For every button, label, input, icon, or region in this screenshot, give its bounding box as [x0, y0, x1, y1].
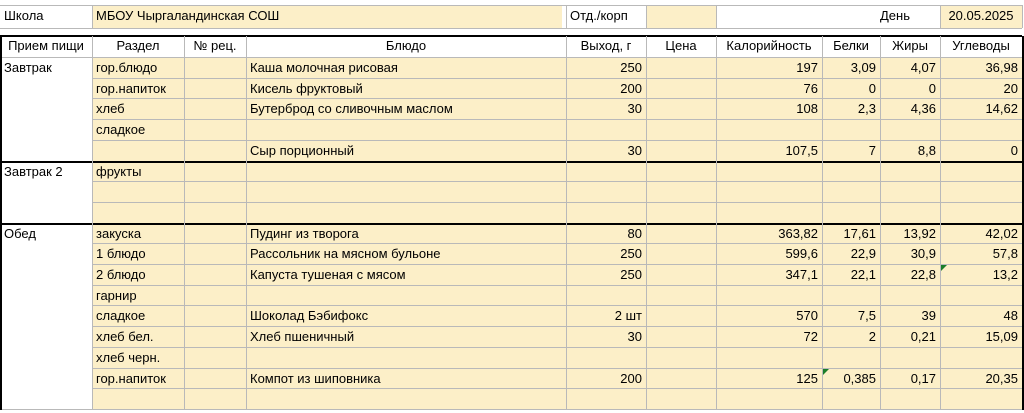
cell-note-marker-icon — [823, 369, 829, 375]
cell-kcal[interactable]: 107,5 — [716, 141, 822, 162]
cell-section[interactable] — [92, 389, 184, 410]
cell-price[interactable] — [646, 389, 716, 410]
cell-kcal[interactable] — [716, 389, 822, 410]
cell-kcal[interactable] — [716, 162, 822, 183]
cell-yield[interactable]: 30 — [566, 141, 646, 162]
cell-price[interactable] — [646, 203, 716, 224]
cell-meal — [0, 286, 92, 307]
cell-rec[interactable] — [184, 265, 246, 286]
col-price-header: Цена — [665, 38, 697, 53]
cell-rec[interactable] — [184, 286, 246, 307]
cell-fat[interactable] — [880, 162, 940, 183]
cell-fat[interactable]: 13,92 — [880, 224, 940, 245]
cell-meal: Завтрак 2 — [4, 163, 63, 179]
cell-kcal[interactable]: 197 — [716, 58, 822, 79]
cell-yield[interactable]: 30 — [566, 327, 646, 348]
cell-fat[interactable] — [880, 120, 940, 141]
cell-rec[interactable] — [184, 58, 246, 79]
cell-yield[interactable] — [566, 286, 646, 307]
cell-prot[interactable]: 22,9 — [822, 244, 880, 265]
cell-dish[interactable] — [246, 120, 566, 141]
cell-yield[interactable]: 80 — [566, 224, 646, 245]
col-divider — [880, 36, 881, 410]
day-value[interactable]: 20.05.2025 — [940, 6, 1022, 28]
cell-meal — [0, 79, 92, 100]
col-recipe-header: № рец. — [193, 38, 237, 53]
cell-kcal[interactable]: 347,1 — [716, 265, 822, 286]
cell-rec[interactable] — [184, 162, 246, 183]
cell-yield[interactable] — [566, 389, 646, 410]
col-meal-header: Прием пищи — [8, 38, 84, 53]
cell-prot[interactable] — [822, 203, 880, 224]
cell-meal — [0, 265, 92, 286]
cell-section[interactable] — [92, 141, 184, 162]
cell-section[interactable]: гор.блюдо — [92, 58, 184, 79]
row-divider — [92, 119, 1022, 120]
cell-prot[interactable]: 3,09 — [822, 58, 880, 79]
cell-prot[interactable]: 0 — [822, 79, 880, 100]
meta-top-border — [0, 5, 1022, 6]
cell-yield[interactable] — [566, 182, 646, 203]
cell-price[interactable] — [646, 244, 716, 265]
cell-carb[interactable]: 0 — [940, 141, 1022, 162]
cell-section[interactable] — [92, 182, 184, 203]
header-bottom-border — [0, 57, 1022, 58]
cell-yield[interactable]: 250 — [566, 58, 646, 79]
cell-price[interactable] — [646, 348, 716, 369]
cell-dish[interactable] — [246, 182, 566, 203]
cell-meal — [0, 99, 92, 120]
col-kcal-header: Калорийность — [726, 38, 812, 53]
cell-price[interactable] — [646, 224, 716, 245]
row-divider — [92, 78, 1022, 79]
cell-section[interactable]: гор.напиток — [92, 369, 184, 390]
cell-kcal[interactable]: 363,82 — [716, 224, 822, 245]
col-protein-header: Белки — [833, 38, 869, 53]
row-divider — [92, 264, 1022, 265]
cell-fat[interactable]: 4,36 — [880, 99, 940, 120]
col-carbs-header: Углеводы — [952, 38, 1010, 53]
cell-price[interactable] — [646, 120, 716, 141]
cell-carb[interactable]: 14,62 — [940, 99, 1022, 120]
col-divider — [566, 36, 567, 410]
cell-dish[interactable] — [246, 348, 566, 369]
cell-carb[interactable]: 20 — [940, 79, 1022, 100]
cell-carb[interactable]: 42,02 — [940, 224, 1022, 245]
school-label: Школа — [4, 8, 44, 23]
cell-yield[interactable] — [566, 203, 646, 224]
cell-rec[interactable] — [184, 182, 246, 203]
meta-col-divider — [1022, 5, 1023, 28]
row-divider — [0, 409, 1022, 410]
cell-prot[interactable] — [822, 120, 880, 141]
cell-prot[interactable] — [822, 389, 880, 410]
col-divider — [646, 36, 647, 410]
cell-rec[interactable] — [184, 203, 246, 224]
row-divider — [92, 285, 1022, 286]
meta-col-divider — [566, 5, 567, 28]
cell-yield[interactable] — [566, 120, 646, 141]
cell-fat[interactable]: 30,9 — [880, 244, 940, 265]
cell-prot[interactable]: 17,61 — [822, 224, 880, 245]
cell-yield[interactable]: 250 — [566, 244, 646, 265]
cell-dish[interactable] — [246, 203, 566, 224]
meta-col-divider — [716, 5, 717, 28]
cell-prot[interactable] — [822, 182, 880, 203]
cell-meal — [0, 182, 92, 203]
cell-prot[interactable]: 7 — [822, 141, 880, 162]
cell-rec[interactable] — [184, 99, 246, 120]
cell-carb[interactable]: 36,98 — [940, 58, 1022, 79]
row-divider — [92, 368, 1022, 369]
cell-prot[interactable]: 2,3 — [822, 99, 880, 120]
col-section-header: Раздел — [116, 38, 160, 53]
cell-prot[interactable]: 2 — [822, 327, 880, 348]
cell-fat[interactable] — [880, 286, 940, 307]
cell-meal — [0, 244, 92, 265]
cell-carb[interactable]: 57,8 — [940, 244, 1022, 265]
row-divider — [92, 243, 1022, 244]
cell-section[interactable]: сладкое — [92, 120, 184, 141]
cell-rec[interactable] — [184, 348, 246, 369]
cell-yield[interactable]: 200 — [566, 79, 646, 100]
cell-dish[interactable]: Каша молочная рисовая — [246, 58, 566, 79]
cell-rec[interactable] — [184, 224, 246, 245]
cell-price[interactable] — [646, 58, 716, 79]
cell-price[interactable] — [646, 327, 716, 348]
row-divider — [92, 305, 1022, 306]
cell-section[interactable]: фрукты — [92, 162, 184, 183]
cell-carb[interactable]: 13,2 — [940, 265, 1022, 286]
header-top-border — [0, 35, 1022, 37]
cell-meal — [0, 120, 92, 141]
cell-dish[interactable] — [246, 162, 566, 183]
cell-dish[interactable]: Хлеб пшеничный — [246, 327, 566, 348]
cell-prot[interactable] — [822, 286, 880, 307]
col-divider — [822, 36, 823, 410]
cell-section[interactable]: хлеб — [92, 99, 184, 120]
cell-rec[interactable] — [184, 244, 246, 265]
cell-kcal[interactable]: 570 — [716, 306, 822, 327]
col-divider — [246, 36, 247, 410]
meta-col-divider — [646, 5, 647, 28]
row-divider — [92, 181, 1022, 182]
cell-price[interactable] — [646, 306, 716, 327]
row-divider — [92, 98, 1022, 99]
cell-rec[interactable] — [184, 327, 246, 348]
row-divider — [92, 388, 1022, 389]
cell-yield[interactable]: 250 — [566, 265, 646, 286]
cell-fat[interactable]: 8,8 — [880, 141, 940, 162]
cell-dish[interactable]: Капуста тушеная с мясом — [246, 265, 566, 286]
cell-price[interactable] — [646, 141, 716, 162]
cell-kcal[interactable] — [716, 286, 822, 307]
cell-meal — [0, 306, 92, 327]
cell-rec[interactable] — [184, 306, 246, 327]
cell-fat[interactable]: 0,21 — [880, 327, 940, 348]
meta-bottom-border — [0, 28, 1022, 29]
col-divider — [0, 36, 2, 410]
cell-fat[interactable] — [880, 348, 940, 369]
cell-kcal[interactable]: 125 — [716, 369, 822, 390]
cell-kcal[interactable]: 72 — [716, 327, 822, 348]
row-divider — [92, 326, 1022, 327]
cell-meal: Обед — [4, 225, 36, 241]
cell-section[interactable]: 2 блюдо — [92, 265, 184, 286]
cell-section[interactable] — [92, 203, 184, 224]
cell-section[interactable]: хлеб черн. — [92, 348, 184, 369]
cell-section[interactable]: 1 блюдо — [92, 244, 184, 265]
cell-section[interactable]: хлеб бел. — [92, 327, 184, 348]
cell-section[interactable]: сладкое — [92, 306, 184, 327]
cell-carb[interactable] — [940, 162, 1022, 183]
cell-carb[interactable]: 20,35 — [940, 369, 1022, 390]
meta-col-divider — [92, 5, 93, 28]
cell-price[interactable] — [646, 286, 716, 307]
cell-meal — [0, 327, 92, 348]
cell-kcal[interactable]: 108 — [716, 99, 822, 120]
cell-fat[interactable]: 4,07 — [880, 58, 940, 79]
col-divider — [716, 36, 717, 410]
cell-section[interactable]: гарнир — [92, 286, 184, 307]
cell-prot[interactable]: 0,385 — [822, 369, 880, 390]
cell-fat[interactable]: 0,17 — [880, 369, 940, 390]
cell-kcal[interactable] — [716, 203, 822, 224]
cell-dish[interactable]: Пудинг из творога — [246, 224, 566, 245]
cell-rec[interactable] — [184, 79, 246, 100]
cell-carb[interactable] — [940, 182, 1022, 203]
cell-rec[interactable] — [184, 120, 246, 141]
cell-rec[interactable] — [184, 389, 246, 410]
cell-carb[interactable] — [940, 203, 1022, 224]
cell-yield[interactable] — [566, 348, 646, 369]
cell-prot[interactable]: 22,1 — [822, 265, 880, 286]
cell-meal — [0, 203, 92, 224]
meta-col-divider — [940, 5, 941, 28]
cell-section[interactable]: гор.напиток — [92, 79, 184, 100]
cell-price[interactable] — [646, 369, 716, 390]
day-label: День — [880, 8, 910, 23]
cell-price[interactable] — [646, 182, 716, 203]
cell-fat[interactable]: 0 — [880, 79, 940, 100]
row-divider — [92, 202, 1022, 203]
cell-price[interactable] — [646, 99, 716, 120]
col-divider — [92, 36, 93, 410]
school-value[interactable]: МБОУ Чыргаландинская СОШ — [92, 6, 562, 28]
cell-dish[interactable]: Шоколад Бэбифокс — [246, 306, 566, 327]
cell-dish[interactable]: Компот из шиповника — [246, 369, 566, 390]
col-divider — [184, 36, 185, 410]
cell-yield[interactable] — [566, 162, 646, 183]
cell-dish[interactable]: Рассольник на мясном бульоне — [246, 244, 566, 265]
cell-kcal[interactable] — [716, 120, 822, 141]
cell-fat[interactable]: 22,8 — [880, 265, 940, 286]
cell-fat[interactable] — [880, 182, 940, 203]
dept-label: Отд./корп — [570, 8, 628, 23]
cell-price[interactable] — [646, 162, 716, 183]
cell-dish[interactable]: Сыр порционный — [246, 141, 566, 162]
cell-meal — [0, 389, 92, 410]
cell-dish[interactable] — [246, 286, 566, 307]
cell-yield[interactable]: 200 — [566, 369, 646, 390]
cell-fat[interactable]: 39 — [880, 306, 940, 327]
row-divider — [92, 140, 1022, 141]
cell-price[interactable] — [646, 79, 716, 100]
dept-value[interactable] — [646, 6, 716, 28]
cell-carb[interactable] — [940, 120, 1022, 141]
cell-dish[interactable]: Бутерброд со сливочным маслом — [246, 99, 566, 120]
cell-yield[interactable]: 2 шт — [566, 306, 646, 327]
col-yield-header: Выход, г — [580, 38, 632, 53]
cell-carb[interactable] — [940, 348, 1022, 369]
cell-dish[interactable] — [246, 389, 566, 410]
row-divider — [0, 223, 1022, 225]
cell-section[interactable]: закуска — [92, 224, 184, 245]
cell-note-marker-icon — [941, 265, 947, 271]
cell-kcal[interactable] — [716, 182, 822, 203]
cell-carb[interactable]: 48 — [940, 306, 1022, 327]
cell-kcal[interactable] — [716, 348, 822, 369]
cell-meal — [0, 369, 92, 390]
cell-prot[interactable] — [822, 162, 880, 183]
cell-kcal[interactable]: 599,6 — [716, 244, 822, 265]
cell-rec[interactable] — [184, 141, 246, 162]
cell-price[interactable] — [646, 265, 716, 286]
cell-carb[interactable]: 15,09 — [940, 327, 1022, 348]
cell-yield[interactable]: 30 — [566, 99, 646, 120]
cell-dish[interactable]: Кисель фруктовый — [246, 79, 566, 100]
cell-rec[interactable] — [184, 369, 246, 390]
cell-prot[interactable]: 7,5 — [822, 306, 880, 327]
cell-meal — [0, 348, 92, 369]
cell-prot[interactable] — [822, 348, 880, 369]
cell-carb[interactable] — [940, 389, 1022, 410]
cell-meal — [0, 141, 92, 162]
cell-kcal[interactable]: 76 — [716, 79, 822, 100]
cell-fat[interactable] — [880, 203, 940, 224]
row-divider — [0, 161, 1022, 163]
row-divider — [92, 347, 1022, 348]
cell-fat[interactable] — [880, 389, 940, 410]
cell-meal: Завтрак — [4, 60, 52, 75]
cell-carb[interactable] — [940, 286, 1022, 307]
col-divider — [940, 36, 941, 410]
col-dish-header: Блюдо — [385, 38, 427, 53]
col-fat-header: Жиры — [892, 38, 928, 53]
